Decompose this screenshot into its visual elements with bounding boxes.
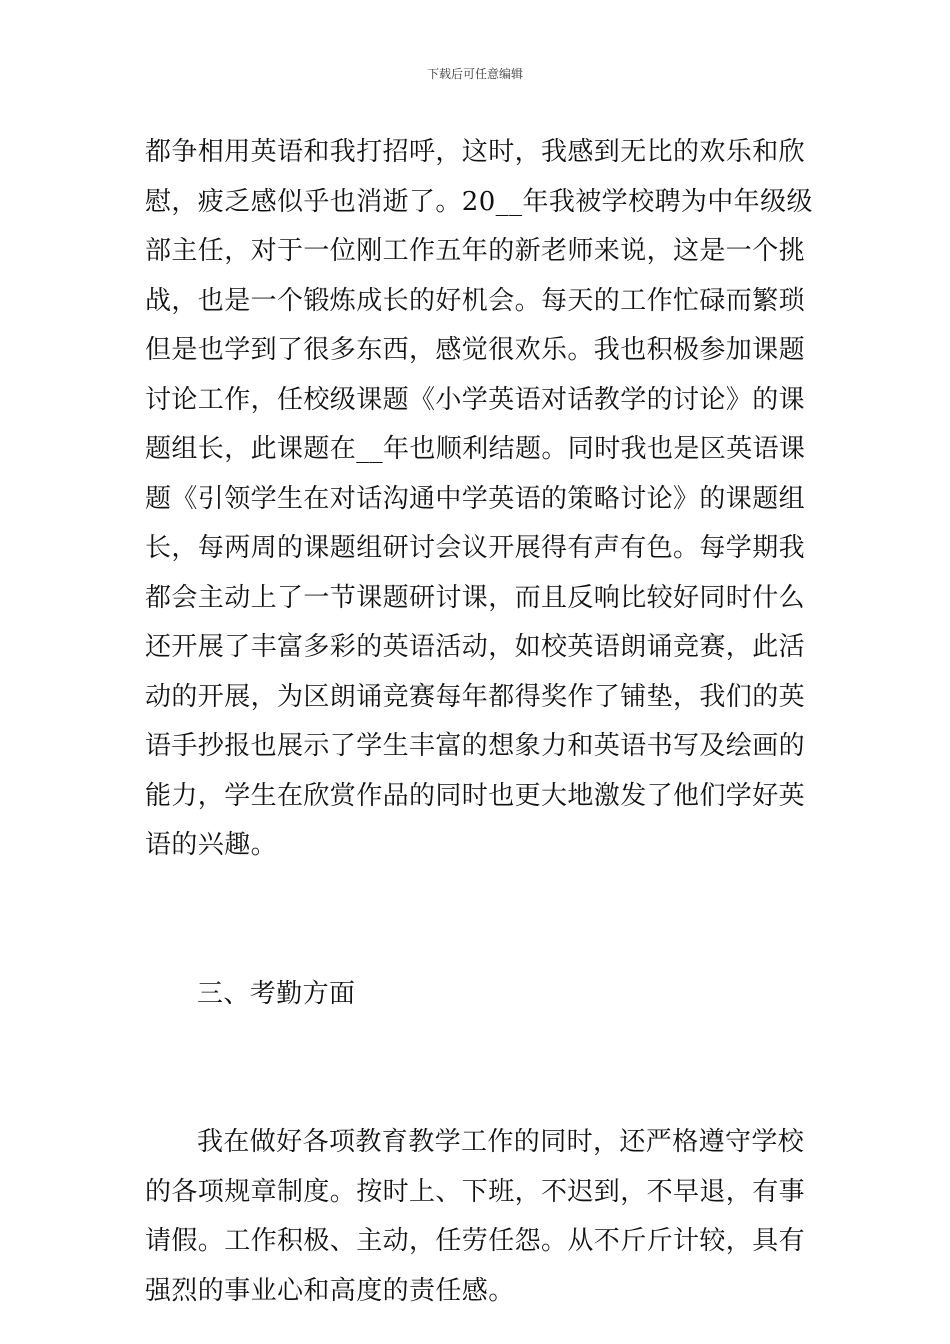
text-line: 能力，学生在欣赏作品的同时也更大地激发了他们学好英 <box>145 780 806 811</box>
text-line: 语的兴趣。 <box>145 830 278 860</box>
text-line: 部主任，对于一位刚工作五年的新老师来说，这是一个挑 <box>145 236 806 266</box>
paragraph-1 <box>145 128 813 871</box>
text-line: 的各项规章制度。按时上、下班，不迟到，不早退，有事 <box>145 1176 806 1207</box>
text-line: 还开展了丰富多彩的英语活动，如校英语朗诵竞赛，此活 <box>145 632 806 662</box>
text-line: 语手抄报也展示了学生丰富的想象力和英语书写及绘画的 <box>145 731 806 761</box>
text-line: 都会主动上了一节课题研讨课，而且反响比较好同时什么 <box>145 582 806 613</box>
text-line: 慰，疲乏感似乎也消逝了。20__年我被学校聘为中年级级 <box>145 186 813 217</box>
page-header-note: 下载后可任意编辑 <box>426 67 523 81</box>
paragraph-spacer <box>145 871 810 970</box>
text-line: 但是也学到了很多东西，感觉很欢乐。我也积极参加课题 <box>145 335 806 365</box>
text-line: 动的开展，为区朗诵竞赛每年都得奖作了铺垫，我们的英 <box>145 681 806 712</box>
text-line: 战，也是一个锻炼成长的好机会。每天的工作忙碌而繁琐 <box>145 285 806 316</box>
text-line: 请假。工作积极、主动，任劳任怨。从不斤斤计较，具有 <box>145 1226 806 1256</box>
text-line: 我在做好各项教育教学工作的同时，还严格遵守学校 <box>197 1127 805 1157</box>
text-line: 都争相用英语和我打招呼，这时，我感到无比的欢乐和欣 <box>145 137 806 167</box>
text-line: 讨论工作，任校级课题《小学英语对话教学的讨论》的课 <box>145 384 806 415</box>
text-line: 强烈的事业心和高度的责任感。 <box>145 1275 515 1306</box>
text-line: 题《引领学生在对话沟通中学英语的策略讨论》的课题组 <box>145 483 806 514</box>
section-heading: 三、考勤方面 <box>197 978 356 1009</box>
text-line: 题组长，此课题在__年也顺利结题。同时我也是区英语课 <box>145 434 806 464</box>
document-body <box>145 128 813 1316</box>
paragraph-2 <box>145 1118 810 1316</box>
paragraph-spacer <box>145 1019 810 1118</box>
text-line: 长，每两周的课题组研讨会议开展得有声有色。每学期我 <box>145 533 806 563</box>
